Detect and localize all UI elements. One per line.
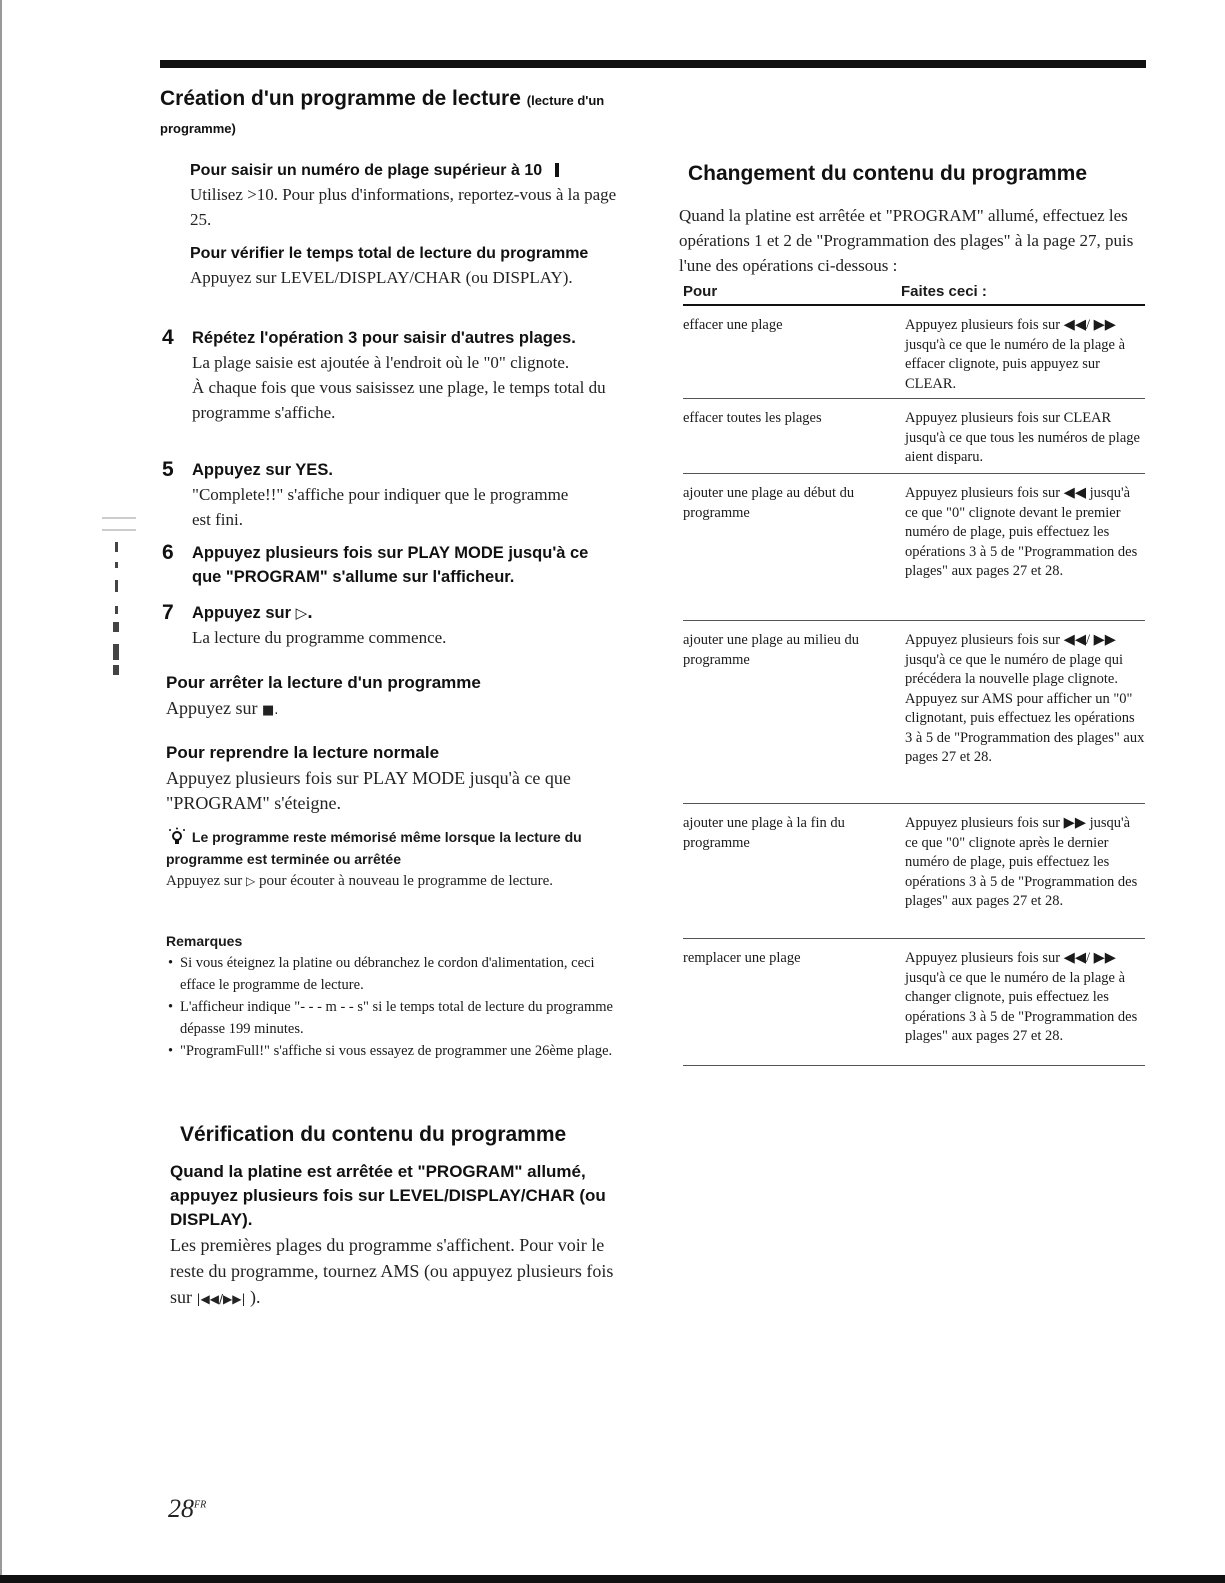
step-number: 7 (162, 601, 174, 624)
stop-icon: ■. (261, 703, 279, 718)
skip-icon: |◀◀/▶▶| (196, 1292, 246, 1306)
table-header-cell: Pour (683, 283, 718, 300)
side-tab-marks (100, 510, 140, 690)
play-icon: ▷ (245, 874, 256, 888)
step-number: 6 (162, 541, 174, 564)
hint-title: Le programme reste mémorisé même lorsque la lecture du programme est terminée ou arrêtée (166, 829, 582, 867)
remarks-list (166, 952, 626, 1062)
step-7 (162, 601, 622, 650)
tip-total-time (190, 243, 620, 290)
verify-text: ). (250, 1287, 261, 1307)
table-cell: remplacer une plage (683, 950, 801, 966)
top-rule (160, 60, 1146, 68)
table-cell: ajouter une plage au début du programme (683, 485, 855, 521)
step-title: Appuyez sur (192, 604, 292, 622)
scan-edge-bottom (0, 1575, 1225, 1583)
play-icon: ▷. (295, 604, 313, 622)
hint-block (166, 826, 626, 892)
page-title (160, 86, 630, 142)
remarks-block (166, 930, 626, 1062)
stop-program-section (166, 670, 626, 723)
step-text: La lecture du programme commence. (192, 628, 447, 647)
table-row (683, 399, 1145, 474)
step-5 (162, 458, 622, 532)
table-cell: Appuyez plusieurs fois sur ▶▶ jusqu'à ce que "0" clignote après le dernier numéro de plage, puis effectuez les opérations 3 à 5 de "Programmation des plages" aux pages 27 et 28. (905, 815, 1138, 909)
step-text: La plage saisie est ajoutée à l'endroit où le "0" clignote. (192, 353, 570, 372)
table-row (683, 939, 1145, 1066)
tip-title: Pour saisir un numéro de plage supérieur à 10 (190, 162, 543, 179)
section-heading: Pour reprendre la lecture normale (166, 743, 440, 762)
table-row (683, 804, 1145, 939)
step-number: 4 (162, 326, 174, 349)
step-number: 5 (162, 458, 174, 481)
verify-lead: Quand la platine est arrêtée et "PROGRAM" allumé, appuyez plusieurs fois sur LEVEL/DISPLAY/CHAR (ou DISPLAY). (170, 1162, 606, 1229)
remark-item: • L'afficheur indique "- - - m - - s" si le temps total de lecture du programme dépasse 199 minutes. (180, 996, 626, 1040)
table-row (683, 306, 1145, 399)
table-cell: Appuyez plusieurs fois sur ◀◀/ ▶▶ jusqu'à ce que le numéro de plage qui précédera la nouvelle plage clignote. Appuyez sur AMS pour afficher un "0" clignotant, puis effectuez les opérations 3 à 5 de "Programmation des plages" aux pages 27 et 28. (905, 632, 1145, 765)
hint-text: pour écouter à nouveau le programme de lecture. (258, 873, 553, 889)
table-cell: ajouter une plage à la fin du programme (683, 815, 845, 851)
program-edit-table (683, 283, 1145, 1066)
right-intro: Quand la platine est arrêtée et "PROGRAM" allumé, effectuez les opérations 1 et 2 de "Programmation des plages" à la page 27, puis l'une des opérations ci-dessous : (679, 206, 1134, 275)
tip-track-over-10 (190, 160, 620, 232)
page-title-text: Création d'un programme de lecture (160, 87, 521, 110)
lightbulb-icon (166, 827, 188, 845)
step-text: À chaque fois que vous saisissez une plage, le temps total du programme s'affiche. (192, 378, 606, 422)
step-title: Appuyez plusieurs fois sur PLAY MODE jusqu'à ce que "PROGRAM" s'allume sur l'afficheur. (192, 544, 589, 586)
table-cell: Appuyez plusieurs fois sur CLEAR jusqu'à ce que tous les numéros de plage aient disparu. (905, 410, 1140, 465)
verify-section (180, 1121, 640, 1149)
table-header (683, 283, 1145, 306)
table-cell: Appuyez plusieurs fois sur ◀◀/ ▶▶ jusqu'à ce que le numéro de la plage à changer clignote, puis effectuez les opérations 3 à 5 de "Programmation des plages" aux pages 27 et 28. (905, 950, 1138, 1044)
resume-text: Appuyez plusieurs fois sur PLAY MODE jusqu'à ce que "PROGRAM" s'éteigne. (166, 768, 571, 813)
verify-body (170, 1160, 630, 1312)
step-title: Appuyez sur YES. (192, 461, 333, 479)
table-cell: ajouter une plage au milieu du programme (683, 632, 859, 668)
page-number (168, 1494, 206, 1524)
tip-icon (555, 163, 559, 177)
page-number-suffix: FR (194, 1499, 207, 1511)
hint-text: Appuyez sur (166, 873, 243, 889)
resume-normal-section (166, 740, 626, 816)
page-title-suffix: (lecture d'un programme) (160, 93, 605, 136)
verify-text: Les premières plages du programme s'affichent. Pour voir le reste du programme, tournez AMS (ou appuyez plusieurs fois sur (170, 1235, 614, 1307)
step-title: Répétez l'opération 3 pour saisir d'autres plages. (192, 329, 576, 347)
step-text: "Complete!!" s'affiche pour indiquer que le programme est fini. (192, 485, 569, 529)
table-header-cell: Faites ceci : (901, 283, 987, 300)
remark-item: • "ProgramFull!" s'affiche si vous essayez de programmer une 26ème plage. (180, 1040, 626, 1062)
table-cell: Appuyez plusieurs fois sur ◀◀/ ▶▶ jusqu'à ce que le numéro de la plage à effacer clignote, puis appuyez sur CLEAR. (905, 317, 1126, 392)
table-row (683, 621, 1145, 804)
table-cell: Appuyez plusieurs fois sur ◀◀ jusqu'à ce que "0" clignote devant le premier numéro de plage, puis effectuez les opérations 3 à 5 de "Programmation des plages" aux pages 27 et 28. (905, 485, 1138, 579)
step-6 (162, 541, 622, 589)
table-cell: effacer toutes les plages (683, 410, 822, 426)
tip-title: Pour vérifier le temps total de lecture du programme (190, 245, 589, 262)
page-number-value: 28 (168, 1494, 194, 1523)
section-heading: Vérification du contenu du programme (180, 1123, 567, 1146)
table-row (683, 474, 1145, 621)
tip-text: Appuyez sur LEVEL/DISPLAY/CHAR (ou DISPLAY). (190, 268, 573, 287)
step-4 (162, 326, 622, 425)
remarks-title: Remarques (166, 933, 243, 949)
scan-edge-left (0, 0, 2, 1583)
remark-item: • Si vous éteignez la platine ou débranchez le cordon d'alimentation, ceci efface le programme de lecture. (180, 952, 626, 996)
section-heading: Changement du contenu du programme (688, 162, 1088, 185)
stop-text: Appuyez sur (166, 698, 258, 718)
tip-text: Utilisez >10. Pour plus d'informations, reportez-vous à la page 25. (190, 185, 617, 229)
section-heading: Pour arrêter la lecture d'un programme (166, 673, 481, 692)
table-cell: effacer une plage (683, 317, 783, 333)
